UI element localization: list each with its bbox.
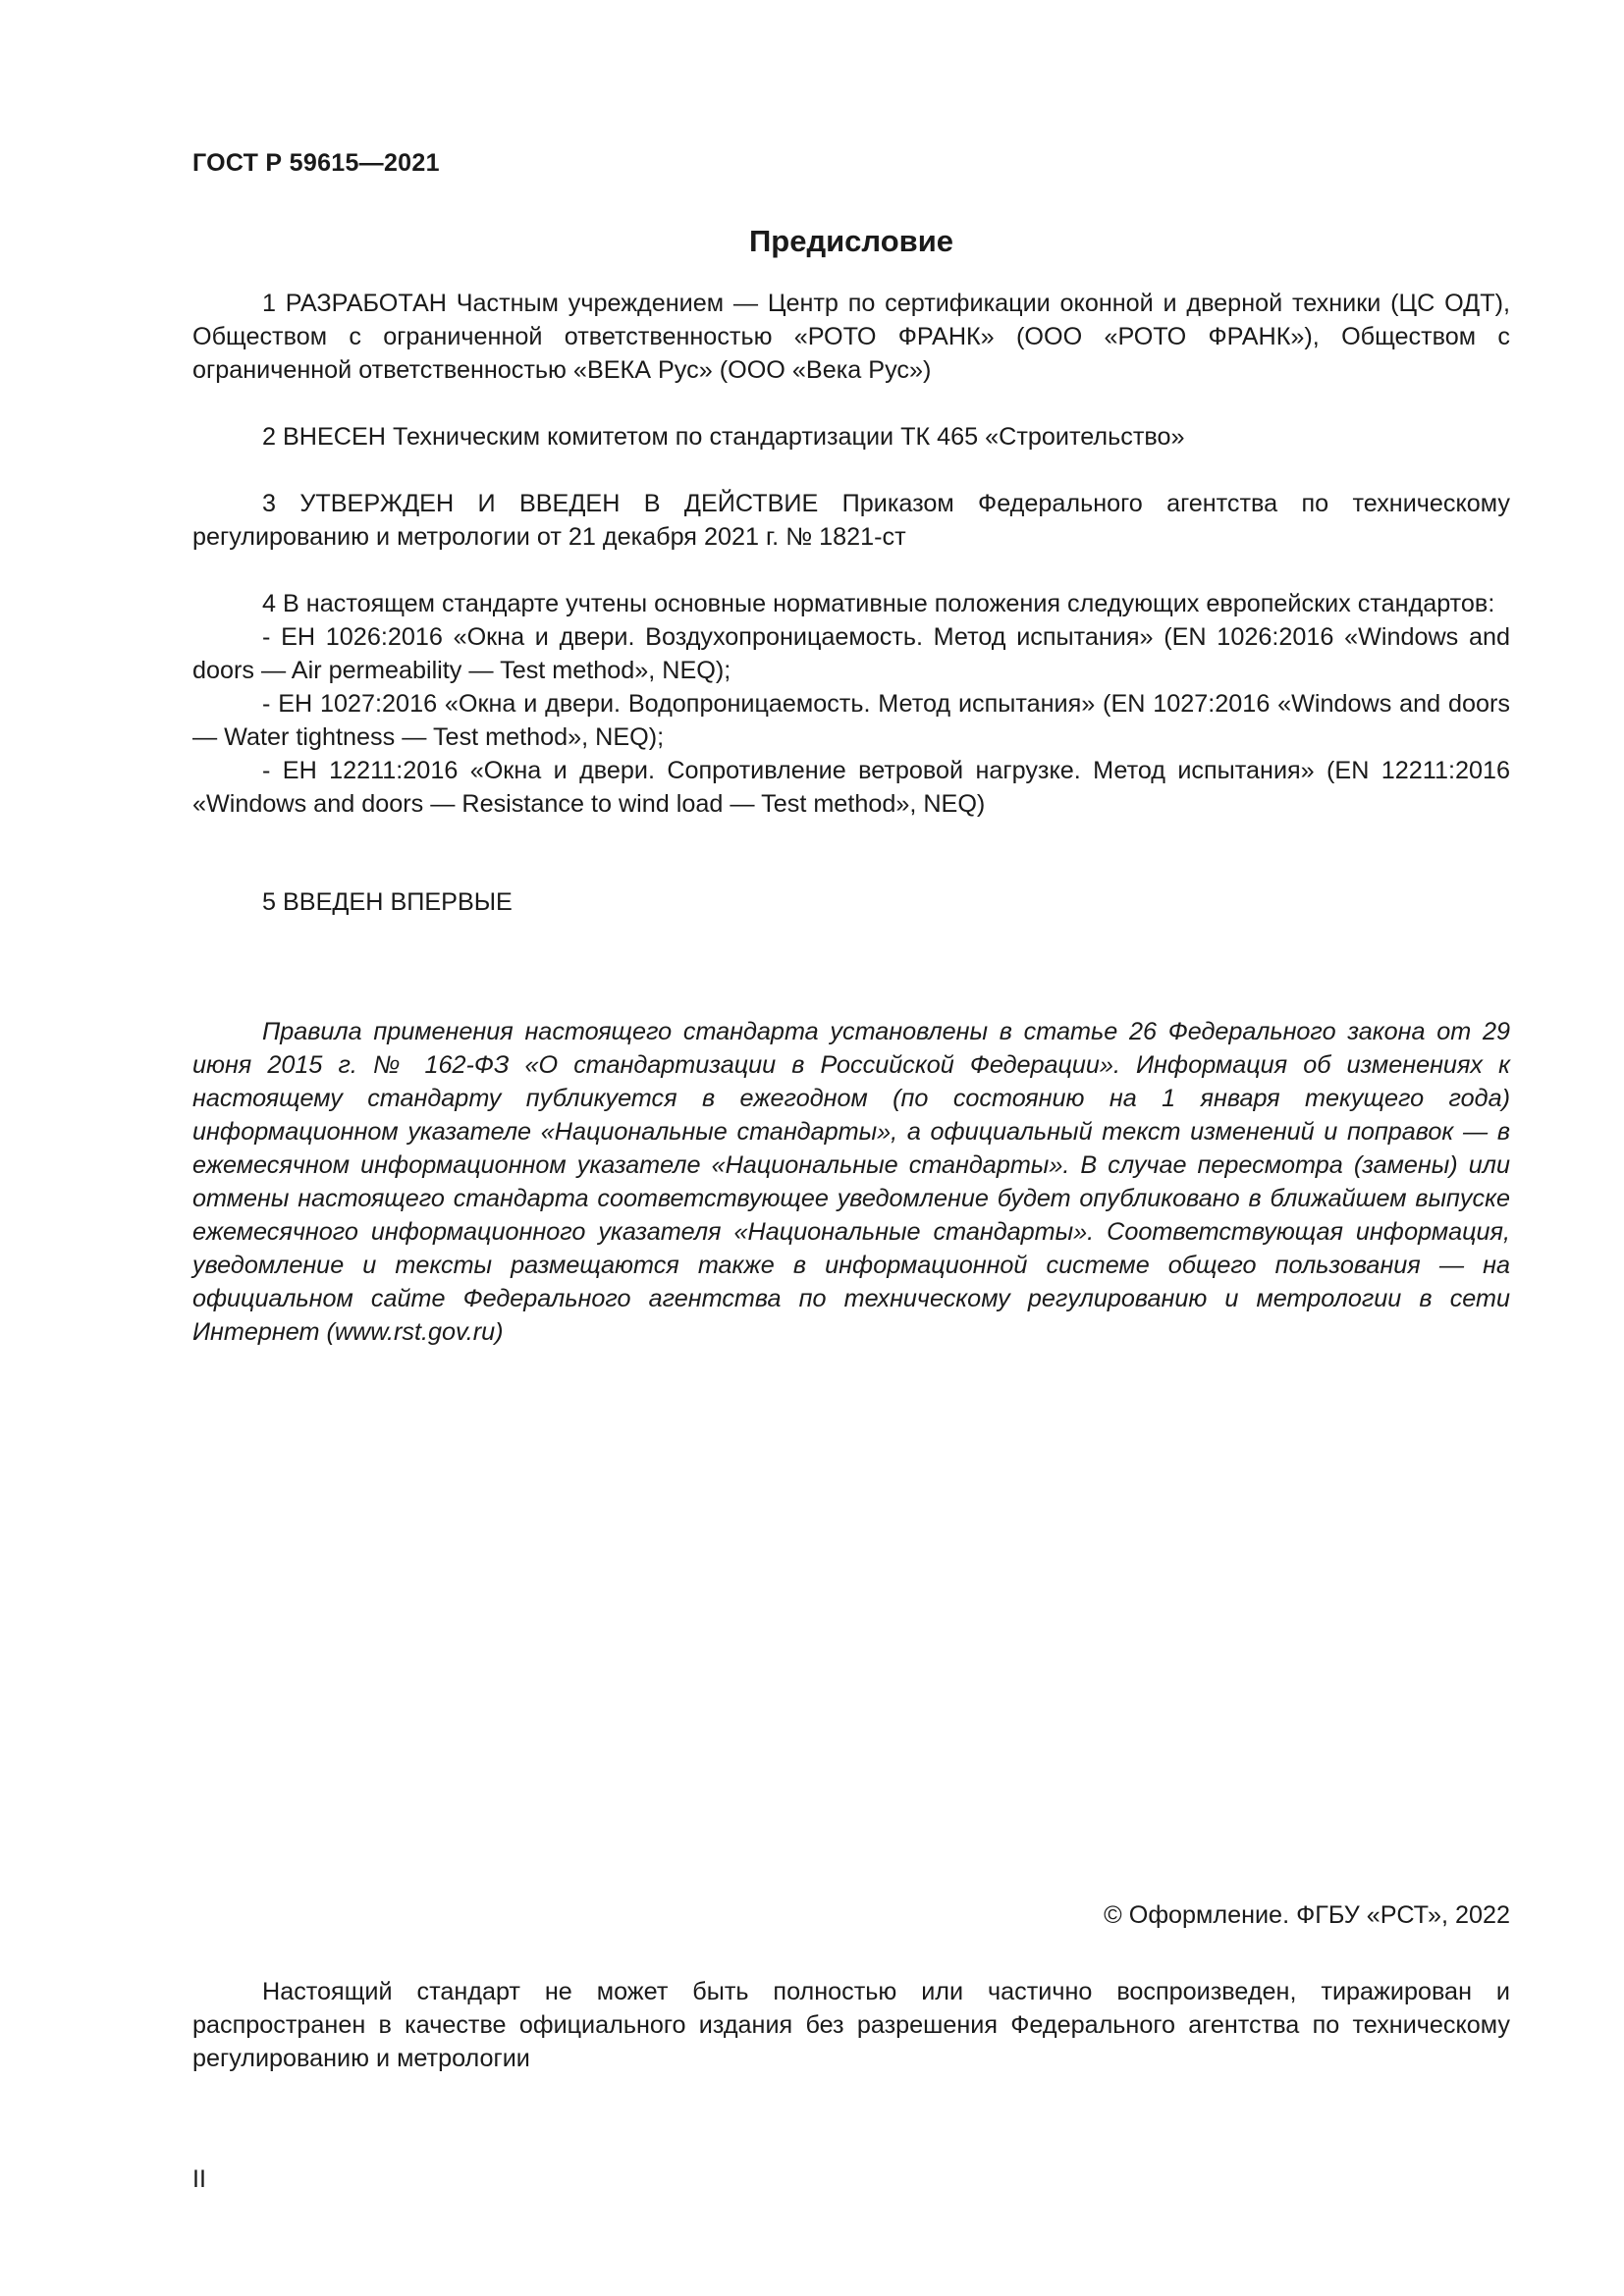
list-item: - ЕН 12211:2016 «Окна и двери. Сопротивление ветровой нагрузке. Метод испытания» (EN 12211:2016 «Windows and doors — Resistance to wind load — Test method», NEQ) <box>192 757 1510 818</box>
section-3 <box>192 487 1510 554</box>
page-title: Предисловие <box>748 224 953 258</box>
section-4-text: 4 В настоящем стандарте учтены основные нормативные положения следующих европейских стандартов: <box>262 590 1495 617</box>
section-2-text: 2 ВНЕСЕН Техническим комитетом по стандартизации ТК 465 «Строительство» <box>262 423 1185 451</box>
copyright-notice: © Оформление. ФГБУ «РСТ», 2022 <box>1104 1901 1510 1929</box>
reproduction-block <box>192 1975 1510 2075</box>
section-5-text: 5 ВВЕДЕН ВПЕРВЫЕ <box>262 888 513 916</box>
document-code: ГОСТ Р 59615—2021 <box>192 149 440 177</box>
section-3-text: 3 УТВЕРЖДЕН И ВВЕДЕН В ДЕЙСТВИЕ Приказом Федерального агентства по техническому регулированию и метрологии от 21 декабря 2021 г. № 1821-ст <box>192 490 1510 551</box>
section-4 <box>192 587 1510 821</box>
notice-block <box>192 1015 1510 1349</box>
section-5 <box>192 885 1510 919</box>
section-1 <box>192 287 1510 387</box>
section-2 <box>192 420 1510 454</box>
notice-text: Правила применения настоящего стандарта установлены в статье 26 Федерального закона от 29 июня 2015 г. № 162-ФЗ «О стандартизации в Российской Федерации». Информация об изменениях к настоящему стандарту публикуется в ежегодном (по состоянию на 1 января текущего года) информационном указателе «Национальные стандарты», а официальный текст изменений и поправок — в ежемесячном информационном указателе «Национальные стандарты». В случае пересмотра (замены) или отмены настоящего стандарта соответствующее уведомление будет опубликовано в ближайшем выпуске ежемесячного информационного указателя «Национальные стандарты». Соответствующая информация, уведомление и тексты размещаются также в информационной системе общего пользования — на официальном сайте Федерального агентства по техническому регулированию и метрологии в сети Интернет (www.rst.gov.ru) <box>192 1018 1510 1346</box>
section-1-text: 1 РАЗРАБОТАН Частным учреждением — Центр по сертификации оконной и дверной техники (ЦС ОДТ), Обществом с ограниченной ответственностью «РОТО ФРАНК» (ООО «РОТО ФРАНК»), Обществом с ограниченной ответственностью «ВЕКА Рус» (ООО «Века Рус») <box>192 290 1510 384</box>
reproduction-text: Настоящий стандарт не может быть полностью или частично воспроизведен, тиражирован и распространен в качестве официального издания без разрешения Федерального агентства по техническому регулированию и метрологии <box>192 1978 1510 2072</box>
page-number: II <box>192 2165 206 2193</box>
list-item: - ЕН 1026:2016 «Окна и двери. Воздухопроницаемость. Метод испытания» (EN 1026:2016 «Windows and doors — Air permeability — Test method», NEQ); <box>192 623 1510 684</box>
standards-list <box>192 620 1510 821</box>
list-item: - ЕН 1027:2016 «Окна и двери. Водопроницаемость. Метод испытания» (EN 1027:2016 «Windows and doors — Water tightness — Test method», NEQ); <box>192 690 1510 751</box>
